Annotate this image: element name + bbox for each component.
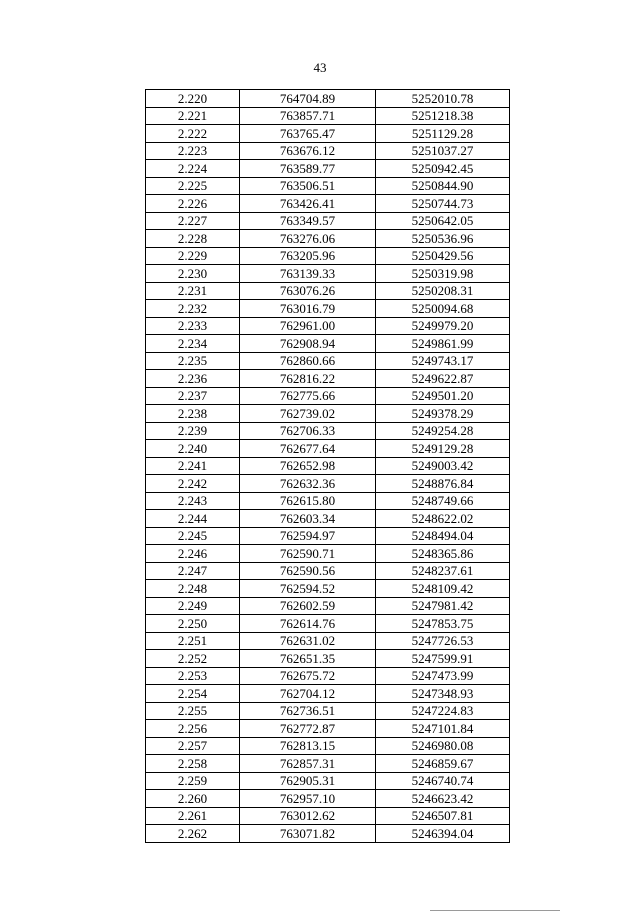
point-number-cell: 2.239: [146, 422, 240, 440]
x-coordinate-cell: 762590.56: [240, 562, 376, 580]
coordinates-table: [145, 89, 510, 843]
y-coordinate-cell: 5247853.75: [376, 615, 510, 633]
point-number-cell: 2.252: [146, 650, 240, 668]
table-row: [146, 212, 510, 230]
y-coordinate-cell: 5249129.28: [376, 440, 510, 458]
x-coordinate-cell: 762615.80: [240, 492, 376, 510]
y-coordinate-cell: 5247224.83: [376, 702, 510, 720]
point-number-cell: 2.237: [146, 387, 240, 405]
point-number-cell: 2.232: [146, 300, 240, 318]
point-number-cell: 2.230: [146, 265, 240, 283]
x-coordinate-cell: 762816.22: [240, 370, 376, 388]
table-row: [146, 737, 510, 755]
table-row: [146, 265, 510, 283]
x-coordinate-cell: 763071.82: [240, 825, 376, 843]
y-coordinate-cell: 5252010.78: [376, 90, 510, 108]
point-number-cell: 2.241: [146, 457, 240, 475]
y-coordinate-cell: 5246507.81: [376, 807, 510, 825]
x-coordinate-cell: 762908.94: [240, 335, 376, 353]
point-number-cell: 2.261: [146, 807, 240, 825]
table-row: [146, 370, 510, 388]
point-number-cell: 2.259: [146, 772, 240, 790]
x-coordinate-cell: 763012.62: [240, 807, 376, 825]
table-row: [146, 300, 510, 318]
table-row: [146, 177, 510, 195]
y-coordinate-cell: 5248749.66: [376, 492, 510, 510]
point-number-cell: 2.253: [146, 667, 240, 685]
x-coordinate-cell: 763765.47: [240, 125, 376, 143]
y-coordinate-cell: 5248109.42: [376, 580, 510, 598]
table-row: [146, 405, 510, 423]
x-coordinate-cell: 762614.76: [240, 615, 376, 633]
y-coordinate-cell: 5250642.05: [376, 212, 510, 230]
table-row: [146, 457, 510, 475]
table-row: [146, 597, 510, 615]
x-coordinate-cell: 763426.41: [240, 195, 376, 213]
table-row: [146, 720, 510, 738]
x-coordinate-cell: 762652.98: [240, 457, 376, 475]
y-coordinate-cell: 5249501.20: [376, 387, 510, 405]
x-coordinate-cell: 762813.15: [240, 737, 376, 755]
scan-edge-line: [430, 910, 560, 911]
y-coordinate-cell: 5247599.91: [376, 650, 510, 668]
table-row: [146, 282, 510, 300]
table-row: [146, 335, 510, 353]
page-number: 43: [313, 60, 327, 75]
x-coordinate-cell: 762651.35: [240, 650, 376, 668]
table-row: [146, 562, 510, 580]
y-coordinate-cell: 5250844.90: [376, 177, 510, 195]
x-coordinate-cell: 762706.33: [240, 422, 376, 440]
point-number-cell: 2.234: [146, 335, 240, 353]
y-coordinate-cell: 5249254.28: [376, 422, 510, 440]
point-number-cell: 2.240: [146, 440, 240, 458]
y-coordinate-cell: 5249378.29: [376, 405, 510, 423]
y-coordinate-cell: 5246740.74: [376, 772, 510, 790]
x-coordinate-cell: 763349.57: [240, 212, 376, 230]
point-number-cell: 2.226: [146, 195, 240, 213]
x-coordinate-cell: 763276.06: [240, 230, 376, 248]
y-coordinate-cell: 5248494.04: [376, 527, 510, 545]
x-coordinate-cell: 762905.31: [240, 772, 376, 790]
point-number-cell: 2.227: [146, 212, 240, 230]
point-number-cell: 2.238: [146, 405, 240, 423]
point-number-cell: 2.245: [146, 527, 240, 545]
point-number-cell: 2.247: [146, 562, 240, 580]
point-number-cell: 2.262: [146, 825, 240, 843]
table-row: [146, 650, 510, 668]
point-number-cell: 2.225: [146, 177, 240, 195]
table-row: [146, 352, 510, 370]
x-coordinate-cell: 763857.71: [240, 107, 376, 125]
table-row: [146, 580, 510, 598]
y-coordinate-cell: 5249622.87: [376, 370, 510, 388]
point-number-cell: 2.246: [146, 545, 240, 563]
point-number-cell: 2.258: [146, 755, 240, 773]
point-number-cell: 2.229: [146, 247, 240, 265]
y-coordinate-cell: 5250319.98: [376, 265, 510, 283]
table-row: [146, 527, 510, 545]
x-coordinate-cell: 762957.10: [240, 790, 376, 808]
point-number-cell: 2.257: [146, 737, 240, 755]
point-number-cell: 2.255: [146, 702, 240, 720]
table-row: [146, 317, 510, 335]
point-number-cell: 2.235: [146, 352, 240, 370]
x-coordinate-cell: 763589.77: [240, 160, 376, 178]
x-coordinate-cell: 762704.12: [240, 685, 376, 703]
point-number-cell: 2.260: [146, 790, 240, 808]
x-coordinate-cell: 762631.02: [240, 632, 376, 650]
table-row: [146, 510, 510, 528]
x-coordinate-cell: 762739.02: [240, 405, 376, 423]
table-row: [146, 545, 510, 563]
y-coordinate-cell: 5248365.86: [376, 545, 510, 563]
table-row: [146, 422, 510, 440]
x-coordinate-cell: 762603.34: [240, 510, 376, 528]
table-row: [146, 632, 510, 650]
y-coordinate-cell: 5251218.38: [376, 107, 510, 125]
table-row: [146, 492, 510, 510]
table-row: [146, 790, 510, 808]
y-coordinate-cell: 5247473.99: [376, 667, 510, 685]
point-number-cell: 2.243: [146, 492, 240, 510]
table-row: [146, 230, 510, 248]
point-number-cell: 2.249: [146, 597, 240, 615]
y-coordinate-cell: 5249743.17: [376, 352, 510, 370]
y-coordinate-cell: 5247981.42: [376, 597, 510, 615]
table-row: [146, 702, 510, 720]
table-row: [146, 685, 510, 703]
table-row: [146, 107, 510, 125]
y-coordinate-cell: 5246859.67: [376, 755, 510, 773]
table-row: [146, 195, 510, 213]
y-coordinate-cell: 5251129.28: [376, 125, 510, 143]
x-coordinate-cell: 762860.66: [240, 352, 376, 370]
table-row: [146, 615, 510, 633]
x-coordinate-cell: 763139.33: [240, 265, 376, 283]
x-coordinate-cell: 762677.64: [240, 440, 376, 458]
table-row: [146, 142, 510, 160]
point-number-cell: 2.221: [146, 107, 240, 125]
y-coordinate-cell: 5246394.04: [376, 825, 510, 843]
point-number-cell: 2.242: [146, 475, 240, 493]
table-row: [146, 440, 510, 458]
x-coordinate-cell: 762632.36: [240, 475, 376, 493]
y-coordinate-cell: 5248876.84: [376, 475, 510, 493]
y-coordinate-cell: 5250536.96: [376, 230, 510, 248]
x-coordinate-cell: 762590.71: [240, 545, 376, 563]
y-coordinate-cell: 5251037.27: [376, 142, 510, 160]
point-number-cell: 2.251: [146, 632, 240, 650]
y-coordinate-cell: 5247348.93: [376, 685, 510, 703]
point-number-cell: 2.233: [146, 317, 240, 335]
point-number-cell: 2.250: [146, 615, 240, 633]
table-row: [146, 807, 510, 825]
y-coordinate-cell: 5247101.84: [376, 720, 510, 738]
x-coordinate-cell: 762594.52: [240, 580, 376, 598]
y-coordinate-cell: 5250744.73: [376, 195, 510, 213]
table-row: [146, 160, 510, 178]
x-coordinate-cell: 762675.72: [240, 667, 376, 685]
x-coordinate-cell: 762857.31: [240, 755, 376, 773]
table-row: [146, 90, 510, 108]
table-row: [146, 475, 510, 493]
point-number-cell: 2.220: [146, 90, 240, 108]
x-coordinate-cell: 763076.26: [240, 282, 376, 300]
table-row: [146, 247, 510, 265]
y-coordinate-cell: 5250208.31: [376, 282, 510, 300]
x-coordinate-cell: 763676.12: [240, 142, 376, 160]
x-coordinate-cell: 763016.79: [240, 300, 376, 318]
y-coordinate-cell: 5248622.02: [376, 510, 510, 528]
y-coordinate-cell: 5250094.68: [376, 300, 510, 318]
point-number-cell: 2.256: [146, 720, 240, 738]
table-row: [146, 825, 510, 843]
point-number-cell: 2.223: [146, 142, 240, 160]
y-coordinate-cell: 5249861.99: [376, 335, 510, 353]
point-number-cell: 2.231: [146, 282, 240, 300]
x-coordinate-cell: 762961.00: [240, 317, 376, 335]
coordinates-table-body: [146, 90, 510, 843]
x-coordinate-cell: 762775.66: [240, 387, 376, 405]
point-number-cell: 2.222: [146, 125, 240, 143]
y-coordinate-cell: 5250429.56: [376, 247, 510, 265]
y-coordinate-cell: 5246623.42: [376, 790, 510, 808]
x-coordinate-cell: 762594.97: [240, 527, 376, 545]
x-coordinate-cell: 764704.89: [240, 90, 376, 108]
y-coordinate-cell: 5247726.53: [376, 632, 510, 650]
y-coordinate-cell: 5250942.45: [376, 160, 510, 178]
point-number-cell: 2.224: [146, 160, 240, 178]
point-number-cell: 2.244: [146, 510, 240, 528]
table-row: [146, 667, 510, 685]
y-coordinate-cell: 5248237.61: [376, 562, 510, 580]
x-coordinate-cell: 762772.87: [240, 720, 376, 738]
point-number-cell: 2.248: [146, 580, 240, 598]
table-row: [146, 387, 510, 405]
x-coordinate-cell: 763506.51: [240, 177, 376, 195]
y-coordinate-cell: 5249003.42: [376, 457, 510, 475]
y-coordinate-cell: 5249979.20: [376, 317, 510, 335]
point-number-cell: 2.254: [146, 685, 240, 703]
point-number-cell: 2.236: [146, 370, 240, 388]
x-coordinate-cell: 762602.59: [240, 597, 376, 615]
x-coordinate-cell: 763205.96: [240, 247, 376, 265]
y-coordinate-cell: 5246980.08: [376, 737, 510, 755]
table-row: [146, 755, 510, 773]
x-coordinate-cell: 762736.51: [240, 702, 376, 720]
table-row: [146, 125, 510, 143]
table-row: [146, 772, 510, 790]
point-number-cell: 2.228: [146, 230, 240, 248]
